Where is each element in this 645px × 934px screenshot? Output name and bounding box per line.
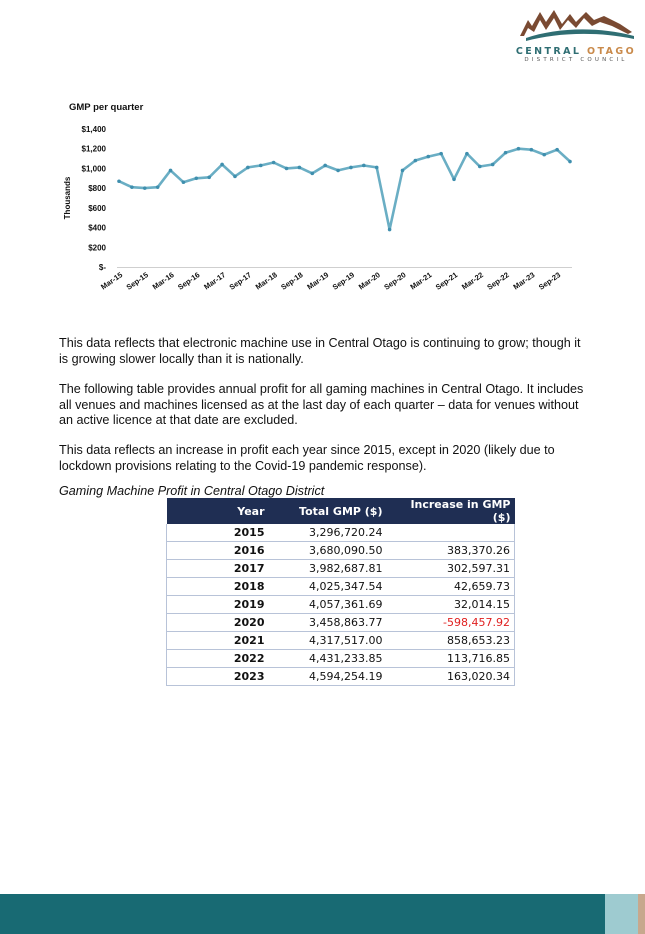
x-tick-label: Sep-20 <box>382 270 408 292</box>
cell-year: 2018 <box>167 578 269 596</box>
cell-year: 2023 <box>167 668 269 686</box>
gmp-series-line <box>119 149 570 230</box>
table-row <box>167 542 515 560</box>
cell-total-gmp: 3,296,720.24 <box>269 524 387 542</box>
data-point <box>156 185 160 189</box>
table-caption: Gaming Machine Profit in Central Otago District <box>59 484 325 498</box>
cell-total-gmp: 4,057,361.69 <box>269 596 387 614</box>
x-tick-label: Sep-21 <box>433 270 460 292</box>
cell-total-gmp: 4,594,254.19 <box>269 668 387 686</box>
data-point <box>530 148 534 152</box>
cell-year: 2015 <box>167 524 269 542</box>
data-point <box>388 228 392 232</box>
table-row <box>167 632 515 650</box>
table-row <box>167 614 515 632</box>
cell-total-gmp: 3,458,863.77 <box>269 614 387 632</box>
cell-increase-gmp: 302,597.31 <box>387 560 515 578</box>
x-tick-label: Sep-16 <box>176 270 202 292</box>
data-point <box>207 176 211 180</box>
y-tick-label: $1,200 <box>81 144 106 154</box>
data-point <box>336 169 340 173</box>
x-tick-label: Sep-19 <box>330 270 357 292</box>
header-total-gmp: Total GMP ($) <box>269 498 387 524</box>
data-point <box>169 169 173 173</box>
data-point <box>375 166 379 170</box>
table-row <box>167 560 515 578</box>
cell-year: 2021 <box>167 632 269 650</box>
data-point <box>517 147 521 151</box>
y-tick-label: $800 <box>88 184 106 194</box>
cell-increase-gmp: 163,020.34 <box>387 668 515 686</box>
chart-title: GMP per quarter <box>69 102 144 113</box>
cell-increase-gmp: -598,457.92 <box>387 614 515 632</box>
cell-increase-gmp: 858,653.23 <box>387 632 515 650</box>
cell-increase-gmp: 32,014.15 <box>387 596 515 614</box>
data-point <box>465 152 469 156</box>
paragraph-table-intro: The following table provides annual profit for all gaming machines in Central Otago. It includes all venues and machines licensed as at the last day of each quarter – data for venues without an active licence at that date are excluded. <box>59 382 584 427</box>
data-point <box>542 153 546 157</box>
x-tick-label: Mar-18 <box>253 270 279 292</box>
data-point <box>504 151 508 155</box>
cell-increase-gmp <box>387 524 515 542</box>
logo-name <box>512 46 640 57</box>
x-tick-label: Sep-18 <box>279 270 305 292</box>
cell-year: 2022 <box>167 650 269 668</box>
data-point <box>439 152 443 156</box>
data-point <box>259 164 263 168</box>
x-tick-label: Sep-17 <box>227 270 254 292</box>
data-point <box>272 161 276 165</box>
y-tick-label: $200 <box>88 243 106 253</box>
table-header-row <box>167 498 515 524</box>
data-point <box>555 148 559 152</box>
data-point <box>426 155 430 159</box>
gmp-line-chart <box>60 96 580 314</box>
cell-year: 2017 <box>167 560 269 578</box>
cell-year: 2019 <box>167 596 269 614</box>
paragraph-growth: This data reflects that electronic machine use in Central Otago is continuing to grow; though it is growing slower locally than it is nationally. <box>59 336 581 366</box>
y-tick-label: $400 <box>88 223 106 233</box>
x-tick-label: Mar-23 <box>511 270 537 292</box>
data-point <box>414 159 418 163</box>
x-tick-label: Mar-16 <box>150 270 176 292</box>
data-point <box>568 160 572 164</box>
y-tick-label: $1,000 <box>81 164 106 174</box>
x-tick-label: Mar-17 <box>202 270 228 292</box>
x-tick-label: Mar-20 <box>356 270 382 292</box>
x-tick-label: Sep-15 <box>124 270 150 292</box>
logo-subtitle: DISTRICT COUNCIL <box>524 57 628 63</box>
footer-bar <box>0 894 605 934</box>
footer-edge <box>638 894 645 934</box>
logo-name-otago: OTAGO <box>587 46 637 57</box>
council-logo <box>512 6 640 62</box>
gmp-table <box>166 498 515 686</box>
y-tick-label: $- <box>98 263 106 272</box>
mountain-logo-icon <box>516 6 636 42</box>
data-point <box>220 163 224 167</box>
table-row <box>167 524 515 542</box>
data-point <box>182 180 186 184</box>
data-point <box>298 166 302 170</box>
logo-name-central: CENTRAL <box>515 46 582 57</box>
data-point <box>401 169 405 173</box>
data-point <box>491 163 495 167</box>
cell-total-gmp: 3,982,687.81 <box>269 560 387 578</box>
cell-year: 2020 <box>167 614 269 632</box>
data-point <box>195 176 199 180</box>
table-row <box>167 578 515 596</box>
cell-total-gmp: 4,431,233.85 <box>269 650 387 668</box>
data-point <box>349 166 353 170</box>
data-point <box>310 172 314 176</box>
data-point <box>117 179 121 183</box>
cell-total-gmp: 3,680,090.50 <box>269 542 387 560</box>
x-tick-label: Sep-23 <box>536 270 563 292</box>
data-point <box>130 185 134 189</box>
cell-increase-gmp: 383,370.26 <box>387 542 515 560</box>
cell-increase-gmp: 42,659.73 <box>387 578 515 596</box>
cell-total-gmp: 4,317,517.00 <box>269 632 387 650</box>
table-row <box>167 596 515 614</box>
data-point <box>478 165 482 169</box>
x-tick-label: Mar-15 <box>99 270 125 292</box>
footer-accent-box <box>605 894 638 934</box>
cell-total-gmp: 4,025,347.54 <box>269 578 387 596</box>
table-row <box>167 668 515 686</box>
data-point <box>452 177 456 181</box>
data-point <box>323 164 327 168</box>
x-tick-label: Mar-21 <box>408 270 434 292</box>
paragraph-profit-increase: This data reflects an increase in profit each year since 2015, except in 2020 (likely due to lockdown provisions relating to the Covid-19 pandemic response). <box>59 443 555 473</box>
y-axis-label: Thousands <box>63 176 72 220</box>
y-tick-label: $600 <box>88 203 106 213</box>
data-point <box>143 186 147 190</box>
header-year: Year <box>167 498 269 524</box>
header-increase-gmp: Increase in GMP ($) <box>387 498 515 524</box>
y-tick-label: $1,400 <box>81 125 106 134</box>
data-point <box>246 166 250 170</box>
x-tick-label: Mar-19 <box>305 270 331 292</box>
data-point <box>233 175 237 179</box>
table-body <box>167 524 515 686</box>
x-tick-label: Sep-22 <box>485 270 511 292</box>
data-point <box>362 164 366 168</box>
cell-year: 2016 <box>167 542 269 560</box>
cell-increase-gmp: 113,716.85 <box>387 650 515 668</box>
table-row <box>167 650 515 668</box>
data-point <box>285 167 289 171</box>
x-tick-label: Mar-22 <box>459 270 485 292</box>
